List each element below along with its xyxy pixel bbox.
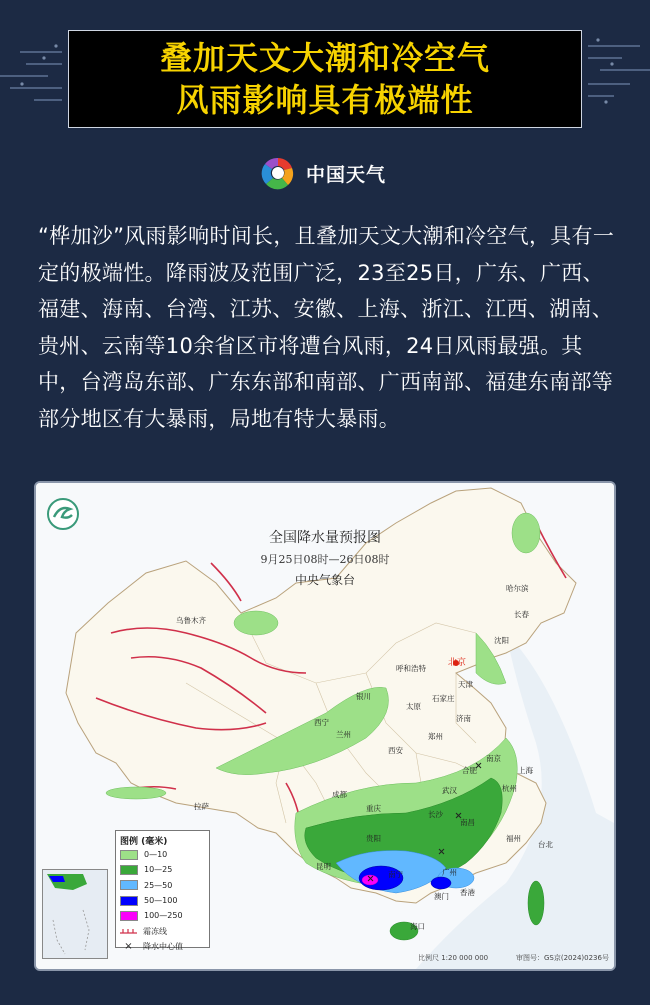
city-lhasa: 拉萨 (194, 802, 209, 811)
city-nanchang: 南昌 (460, 818, 475, 827)
city-xian: 西安 (388, 746, 403, 755)
city-wuhan: 武汉 (442, 786, 457, 795)
city-harbin: 哈尔滨 (506, 584, 529, 593)
legend-item (120, 939, 205, 954)
city-yinchuan: 银川 (356, 692, 371, 701)
legend-swatch (120, 896, 138, 906)
city-xining: 西宁 (314, 718, 329, 727)
city-hangzhou: 杭州 (502, 784, 517, 793)
city-tianjin: 天津 (458, 680, 473, 689)
city-taibei: 台北 (538, 840, 553, 849)
legend-label: 降水中心值 (143, 941, 183, 951)
legend-item (120, 923, 205, 938)
inset-map-drawing (43, 870, 107, 958)
city-taiyuan: 太原 (406, 702, 421, 711)
legend-swatch (120, 865, 138, 875)
city-chongqing: 重庆 (366, 804, 381, 813)
headline-line-1: 叠加天文大潮和冷空气 (159, 39, 490, 77)
legend-title: 图例 (毫米) (120, 837, 168, 847)
legend-item (120, 908, 205, 923)
article-paragraph: “桦加沙”风雨影响时间长，且叠加天文大潮和冷空气，具有一定的极端性。降雨波及范围广泛，23至25日，广东、广西、福建、海南、台湾、江苏、安徽、上海、浙江、江西、湖南、贵州、云南等10余省区市将遭台风雨，24日风雨最强。其中，台湾岛东部、广东东部和南部、广西南部、福建东南部等部分地区有大暴雨，局地有特大暴雨。 (38, 224, 615, 431)
legend-label: 0—10 (144, 850, 168, 860)
city-chengdu: 成都 (332, 790, 347, 799)
legend-label: 10—25 (144, 865, 173, 875)
cma-logo-icon (46, 497, 80, 531)
city-shijiazhuang: 石家庄 (432, 694, 455, 703)
city-nanning: 南宁 (388, 870, 403, 879)
precipitation-forecast-map (34, 481, 616, 971)
city-shanghai: 上海 (518, 766, 533, 775)
legend-label: 霜冻线 (143, 926, 167, 936)
city-fuzhou: 福州 (506, 834, 521, 843)
south-china-sea-inset (42, 869, 108, 959)
city-haikou: 海口 (410, 922, 425, 931)
map-title: 全国降水量预报图 (269, 530, 381, 546)
map-legend (115, 830, 210, 952)
pinwheel-icon (258, 156, 298, 190)
legend-label: 100—250 (144, 911, 183, 921)
city-hefei: 合肥 (462, 766, 477, 775)
map-approval-number: 审图号：GS京(2024)0236号 (516, 954, 609, 962)
city-nanjing: 南京 (486, 754, 501, 763)
legend-label: 25—50 (144, 880, 173, 890)
map-issuer: 中央气象台 (294, 573, 355, 587)
brand-logo (258, 156, 386, 190)
city-shenyang: 沈阳 (494, 636, 509, 645)
city-kunming: 昆明 (316, 862, 331, 871)
city-hongkong: 香港 (460, 888, 475, 897)
city-hohhot: 呼和浩特 (396, 664, 426, 673)
city-jinan: 济南 (456, 714, 471, 723)
city-lanzhou: 兰州 (336, 730, 351, 739)
city-zhengzhou: 郑州 (428, 732, 443, 741)
map-period: 9月25日08时—26日08时 (260, 553, 390, 566)
legend-item (120, 893, 205, 908)
city-urumqi: 乌鲁木齐 (176, 616, 206, 625)
city-macao: 澳门 (434, 892, 449, 901)
city-changsha: 长沙 (428, 810, 443, 819)
city-beijing: 北京 (448, 658, 467, 668)
legend-swatch (120, 850, 138, 860)
frost-line-icon (120, 927, 137, 935)
cross-marker-icon: × (124, 940, 133, 952)
city-guangzhou: 广州 (442, 868, 457, 877)
map-scale: 比例尺 1:20 000 000 (418, 954, 489, 962)
headline-line-2: 风雨影响具有极端性 (176, 81, 474, 119)
brand-name: 中国天气 (306, 163, 387, 186)
legend-swatch (120, 880, 138, 890)
legend-item (120, 862, 205, 877)
legend-swatch (120, 911, 138, 921)
city-changchun: 长春 (514, 610, 529, 619)
headline-box (68, 30, 582, 128)
city-guiyang: 贵阳 (366, 834, 381, 843)
legend-item (120, 847, 205, 862)
legend-label: 50—100 (144, 896, 178, 906)
legend-item (120, 878, 205, 893)
